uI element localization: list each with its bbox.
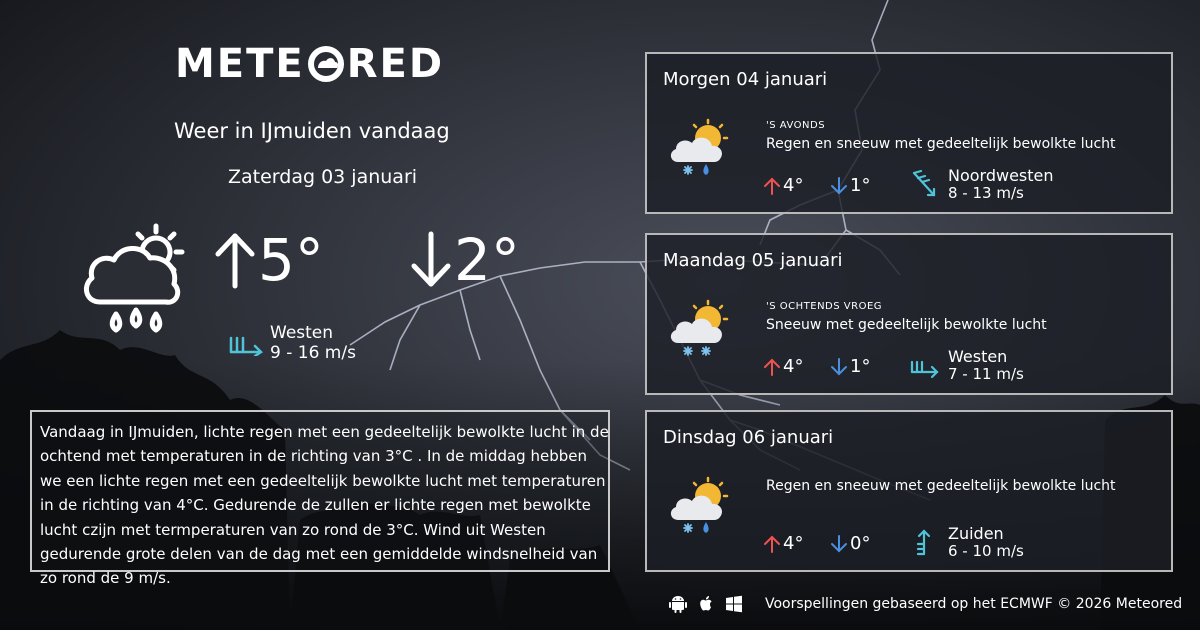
forecast-max-temp: [763, 175, 803, 196]
forecast-description: Sneeuw met gedeeltelijk bewolkte lucht: [766, 317, 1047, 333]
arrow-up-icon: [763, 534, 781, 554]
platform-icons: [668, 594, 744, 614]
forecast-description: Regen en sneeuw met gedeeltelijk bewolkte lucht: [766, 478, 1116, 494]
today-date: Zaterdag 03 januari: [228, 166, 418, 188]
forecast-day-title: Morgen 04 januari: [663, 69, 828, 90]
arrow-up-icon: [763, 357, 781, 377]
forecast-day-title: Maandag 05 januari: [663, 250, 843, 271]
arrow-up-icon: [763, 176, 781, 196]
page-title: Weer in IJmuiden vandaag: [174, 119, 450, 143]
forecast-card[interactable]: [645, 410, 1173, 572]
today-max-temp-value: 5°: [258, 226, 324, 294]
today-description: Vandaag in IJmuiden, lichte regen met een gedeeltelijk bewolkte lucht in de ochtend met temperaturen in de richting van 3°C . In de middag hebben we een lichte regen met een gedeeltelijk bewolkte lucht met temperaturen in de richting van 4°C. Gedurende de zullen er lichte regen met bewolkte lucht czijn met termperaturen van zo rond de 3°C. Wind uit Westen gedurende grote delen van de dag met een gemiddelde windsnelheid van zo rond de 9 m/s.: [40, 423, 609, 588]
today-max-temp: [212, 226, 324, 294]
arrow-down-icon: [830, 176, 848, 196]
forecast-max-value: 4°: [783, 356, 804, 377]
today-min-temp: [408, 226, 520, 294]
forecast-max-value: 4°: [783, 533, 804, 554]
apple-icon[interactable]: [696, 594, 716, 614]
wind-northwest-icon: [910, 169, 940, 199]
android-icon[interactable]: [668, 594, 688, 614]
meteored-logo[interactable]: [175, 40, 444, 88]
footer-attribution: Voorspellingen gebaseerd op het ECMWF © 2026 Meteored: [765, 596, 1183, 612]
forecast-max-temp: [763, 356, 803, 377]
sun-cloud-snow-icon: [668, 299, 730, 361]
sun-cloud-rain-snow-icon: [668, 476, 730, 538]
forecast-period: 'S AVONDS: [766, 120, 826, 131]
forecast-wind-speed: 6 - 10 m/s: [948, 542, 1024, 560]
forecast-max-temp: [763, 533, 803, 554]
logo-o-mark-icon: [306, 44, 346, 84]
arrow-down-icon: [408, 230, 454, 290]
forecast-wind-direction: Westen: [948, 347, 1008, 366]
forecast-period: 'S OCHTENDS VROEG: [766, 301, 883, 312]
forecast-card[interactable]: [645, 52, 1173, 214]
logo-text-part1: METE: [175, 41, 305, 87]
forecast-wind-speed: 7 - 11 m/s: [948, 365, 1024, 383]
today-wind-speed: 9 - 16 m/s: [270, 343, 356, 363]
forecast-min-value: 1°: [850, 356, 871, 377]
windows-icon[interactable]: [724, 594, 744, 614]
forecast-min-temp: [830, 175, 870, 196]
forecast-min-value: 0°: [850, 533, 871, 554]
cloud-sun-rain-icon: [78, 222, 190, 338]
forecast-wind-direction: Zuiden: [948, 524, 1004, 543]
forecast-min-temp: [830, 533, 870, 554]
forecast-wind-speed: 8 - 13 m/s: [948, 184, 1024, 202]
arrow-down-icon: [830, 534, 848, 554]
sun-cloud-rain-snow-icon: [668, 118, 730, 180]
today-min-temp-value: 2°: [454, 226, 520, 294]
forecast-max-value: 4°: [783, 175, 804, 196]
arrow-down-icon: [830, 357, 848, 377]
forecast-description: Regen en sneeuw met gedeeltelijk bewolkte lucht: [766, 136, 1116, 152]
wind-west-icon: [228, 334, 264, 356]
forecast-card[interactable]: [645, 233, 1173, 395]
forecast-min-value: 1°: [850, 175, 871, 196]
logo-text-part2: RED: [346, 41, 445, 87]
forecast-day-title: Dinsdag 06 januari: [663, 427, 834, 448]
wind-south-icon: [910, 527, 940, 557]
today-wind-direction: Westen: [270, 323, 334, 343]
arrow-up-icon: [212, 230, 258, 290]
forecast-wind-direction: Noordwesten: [948, 166, 1054, 185]
forecast-min-temp: [830, 356, 870, 377]
wind-west-icon: [910, 350, 940, 380]
